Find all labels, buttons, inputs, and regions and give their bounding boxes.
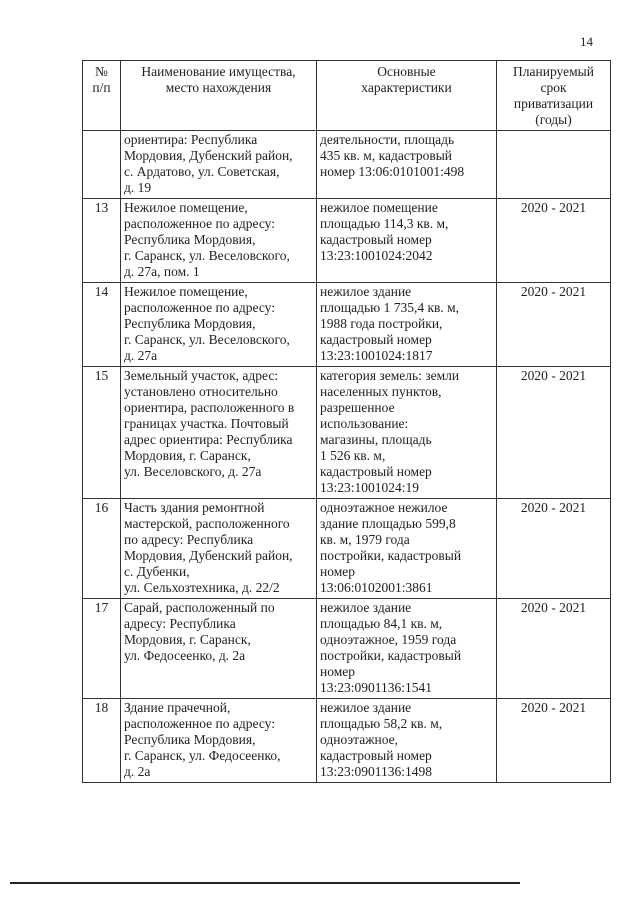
page-number: 14	[580, 34, 593, 49]
row-characteristics: нежилое здание площадью 84,1 кв. м, одноэтажное, 1959 года постройки, кадастровый номер 13:23:0901136:1541	[317, 599, 497, 699]
row-number: 17	[83, 599, 121, 699]
row-property-name: Часть здания ремонтной мастерской, расположенного по адресу: Республика Мордовия, Дубенский район, с. Дубенки, ул. Сельхозтехника, д. 22/2	[121, 499, 317, 599]
table-row	[83, 199, 611, 283]
row-characteristics: нежилое здание площадью 1 735,4 кв. м, 1988 года постройки, кадастровый номер 13:23:1001024:1817	[317, 283, 497, 367]
row-privatization-term: 2020 - 2021	[497, 499, 611, 599]
header-privatization-term: Планируемый срок приватизации (годы)	[497, 61, 611, 131]
table-header	[83, 61, 611, 131]
row-property-name: Нежилое помещение, расположенное по адресу: Республика Мордовия, г. Саранск, ул. Веселовского, д. 27а, пом. 1	[121, 199, 317, 283]
row-privatization-term: 2020 - 2021	[497, 199, 611, 283]
table-row	[83, 367, 611, 499]
table-body	[83, 131, 611, 783]
row-property-name: Здание прачечной, расположенное по адресу: Республика Мордовия, г. Саранск, ул. Федосеенко, д. 2а	[121, 699, 317, 783]
row-number: 16	[83, 499, 121, 599]
table-row	[83, 699, 611, 783]
row-number: 18	[83, 699, 121, 783]
privatization-table	[82, 60, 611, 783]
row-privatization-term: 2020 - 2021	[497, 367, 611, 499]
table-row	[83, 283, 611, 367]
header-number: № п/п	[83, 61, 121, 131]
row-number: 13	[83, 199, 121, 283]
row-characteristics: деятельности, площадь 435 кв. м, кадастровый номер 13:06:0101001:498	[317, 131, 497, 199]
row-property-name: Нежилое помещение, расположенное по адресу: Республика Мордовия, г. Саранск, ул. Веселовского, д. 27а	[121, 283, 317, 367]
row-characteristics: категория земель: земли населенных пунктов, разрешенное использование: магазины, площадь 1 526 кв. м, кадастровый номер 13:23:1001024:19	[317, 367, 497, 499]
header-property-name: Наименование имущества, место нахождения	[121, 61, 317, 131]
row-property-name: Земельный участок, адрес: установлено относительно ориентира, расположенного в границах участка. Почтовый адрес ориентира: Республика Мордовия, г. Саранск, ул. Веселовского, д. 27а	[121, 367, 317, 499]
table-row	[83, 599, 611, 699]
row-characteristics: нежилое здание площадью 58,2 кв. м, одноэтажное, кадастровый номер 13:23:0901136:1498	[317, 699, 497, 783]
row-privatization-term: 2020 - 2021	[497, 599, 611, 699]
row-privatization-term: 2020 - 2021	[497, 699, 611, 783]
bottom-rule	[10, 882, 520, 884]
row-property-name: ориентира: Республика Мордовия, Дубенский район, с. Ардатово, ул. Советская, д. 19	[121, 131, 317, 199]
row-characteristics: нежилое помещение площадью 114,3 кв. м, кадастровый номер 13:23:1001024:2042	[317, 199, 497, 283]
row-number: 14	[83, 283, 121, 367]
row-characteristics: одноэтажное нежилое здание площадью 599,8 кв. м, 1979 года постройки, кадастровый номер 13:06:0102001:3861	[317, 499, 497, 599]
row-number	[83, 131, 121, 199]
table-row	[83, 131, 611, 199]
row-privatization-term	[497, 131, 611, 199]
header-characteristics: Основные характеристики	[317, 61, 497, 131]
row-number: 15	[83, 367, 121, 499]
header-row	[83, 61, 611, 131]
row-privatization-term: 2020 - 2021	[497, 283, 611, 367]
table-row	[83, 499, 611, 599]
row-property-name: Сарай, расположенный по адресу: Республика Мордовия, г. Саранск, ул. Федосеенко, д. 2а	[121, 599, 317, 699]
